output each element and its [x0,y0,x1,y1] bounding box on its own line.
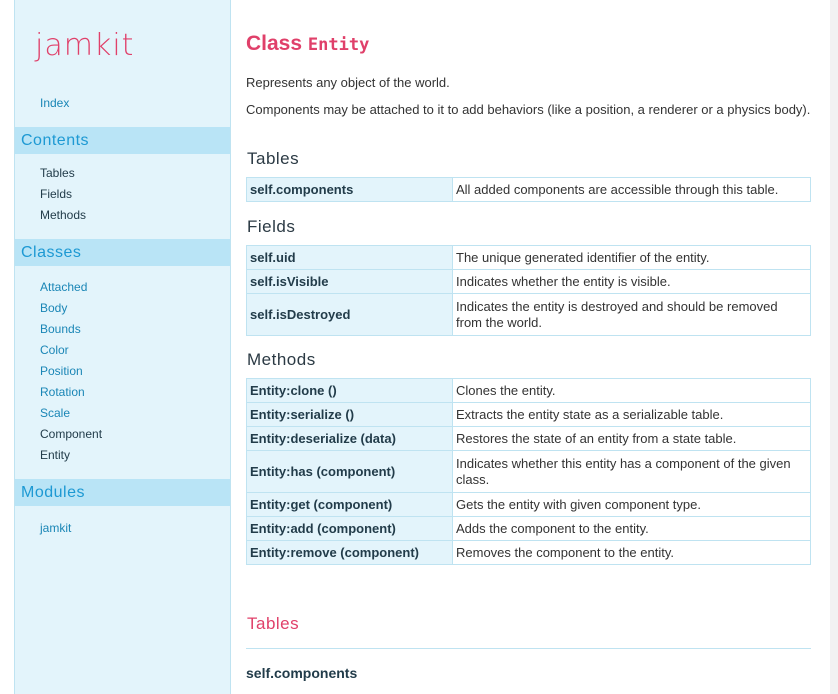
section-divider [246,648,811,649]
page-title-class-name: Entity [307,35,370,55]
method-desc-cell: Adds the component to the entity. [453,517,811,541]
fields-heading: Fields [247,217,296,236]
table-row [247,541,811,565]
sidebar [14,0,231,694]
contents-item-fields[interactable]: Fields [40,187,73,201]
classes-header: Classes [15,239,230,266]
method-desc-cell: Indicates whether this entity has a component of the given class. [453,451,811,493]
method-name-cell[interactable]: Entity:serialize () [247,403,453,427]
table-row [247,270,811,294]
tables-heading: Tables [247,149,300,168]
class-link-attached[interactable]: Attached [40,280,88,294]
tables-summary-table [246,177,811,202]
class-description: Represents any object of the world. [246,75,450,90]
class-link-body[interactable]: Body [40,301,68,315]
field-desc-cell: Indicates whether the entity is visible. [453,270,811,294]
class-description-detail: Components may be attached to it to add behaviors (like a position, a renderer or a physics body). [246,102,811,117]
page-title-prefix: Class [246,32,303,55]
class-link-color[interactable]: Color [40,343,69,357]
table-row [247,517,811,541]
table-row [247,379,811,403]
method-name-cell[interactable]: Entity:add (component) [247,517,453,541]
logo: jamkit [35,28,135,63]
table-row [247,403,811,427]
field-name-cell[interactable]: self.isDestroyed [247,294,453,336]
table-row [247,294,811,336]
detail-entry-name: self.components [246,665,358,681]
method-name-cell[interactable]: Entity:has (component) [247,451,453,493]
page-title [246,32,369,56]
class-link-rotation[interactable]: Rotation [40,385,85,399]
class-link-bounds[interactable]: Bounds [40,322,81,336]
class-link-entity[interactable]: Entity [40,448,71,462]
module-link-jamkit[interactable]: jamkit [40,521,72,535]
table-row [247,427,811,451]
method-desc-cell: Removes the component to the entity. [453,541,811,565]
index-link[interactable]: Index [40,96,70,110]
class-link-component[interactable]: Component [40,427,103,441]
class-link-scale[interactable]: Scale [40,406,71,420]
table-row [247,178,811,202]
table-desc-cell: All added components are accessible through this table. [453,178,811,202]
table-row [247,246,811,270]
methods-heading: Methods [247,350,316,369]
field-desc-cell: The unique generated identifier of the entity. [453,246,811,270]
method-desc-cell: Gets the entity with given component type. [453,493,811,517]
vertical-scrollbar[interactable] [830,0,838,694]
field-desc-cell: Indicates the entity is destroyed and should be removed from the world. [453,294,811,336]
method-name-cell[interactable]: Entity:remove (component) [247,541,453,565]
method-desc-cell: Clones the entity. [453,379,811,403]
class-link-position[interactable]: Position [40,364,83,378]
method-name-cell[interactable]: Entity:deserialize (data) [247,427,453,451]
methods-summary-table [246,378,811,565]
field-name-cell[interactable]: self.uid [247,246,453,270]
method-desc-cell: Restores the state of an entity from a state table. [453,427,811,451]
tables-detail-heading: Tables [247,614,300,633]
fields-summary-table [246,245,811,336]
modules-header: Modules [15,479,230,506]
contents-item-tables[interactable]: Tables [40,166,75,180]
field-name-cell[interactable]: self.isVisible [247,270,453,294]
method-name-cell[interactable]: Entity:get (component) [247,493,453,517]
table-row [247,451,811,493]
contents-header: Contents [15,127,230,154]
table-name-cell[interactable]: self.components [247,178,453,202]
contents-item-methods[interactable]: Methods [40,208,87,222]
method-desc-cell: Extracts the entity state as a serializable table. [453,403,811,427]
method-name-cell[interactable]: Entity:clone () [247,379,453,403]
table-row [247,493,811,517]
